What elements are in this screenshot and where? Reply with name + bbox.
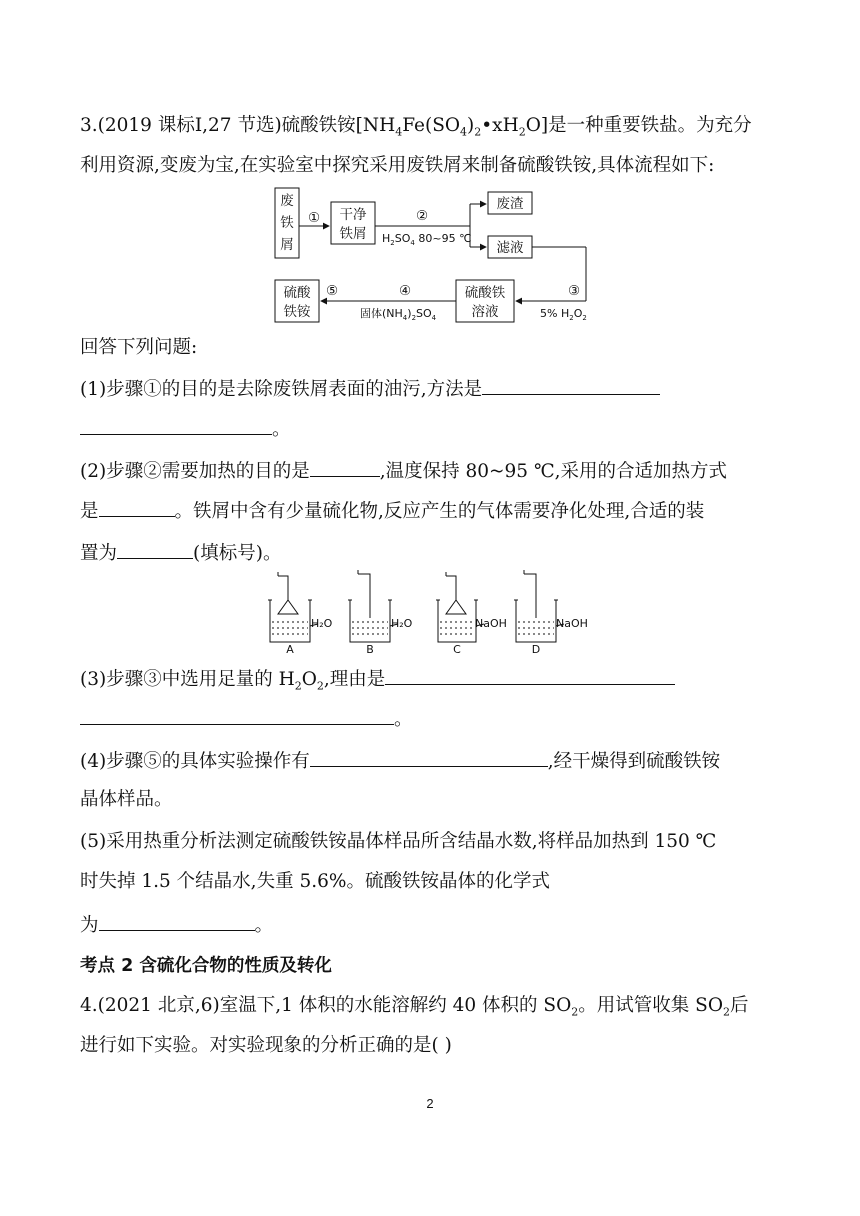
residue-label: 废渣 bbox=[496, 196, 524, 212]
answer-blank-3b[interactable] bbox=[80, 706, 394, 725]
q3-part1-line1: (1)步骤①的目的是去除废铁屑表面的油污,方法是 bbox=[80, 376, 660, 402]
step2-label: ② bbox=[415, 208, 429, 224]
scrap-char-3: 屑 bbox=[280, 237, 294, 253]
step4-condition: 固体$(NH_4)_2SO_4$ bbox=[360, 307, 437, 322]
q3-part4-line1: (4)步骤⑤的具体实验操作有 ,经干燥得到硫酸铁铵 bbox=[80, 748, 720, 774]
solution-line-1: 硫酸铁 bbox=[464, 285, 506, 301]
section-heading: 考点 2 含硫化合物的性质及转化 bbox=[80, 956, 332, 976]
step5-label: ⑤ bbox=[325, 283, 339, 299]
apparatus-figure bbox=[262, 570, 596, 654]
filtrate-label: 滤液 bbox=[496, 240, 524, 256]
answer-blank-5[interactable] bbox=[99, 912, 255, 931]
q3-part2-line3: 置为 (填标号)。 bbox=[80, 540, 281, 566]
option-label-d: D bbox=[531, 643, 541, 654]
product-line-2: 铁铵 bbox=[283, 304, 311, 320]
option-label-c: C bbox=[453, 643, 461, 654]
answer-blank-3a[interactable] bbox=[385, 666, 675, 685]
solution-line-2: 溶液 bbox=[471, 304, 499, 320]
flowchart bbox=[270, 184, 600, 330]
option-label-a: A bbox=[286, 643, 294, 654]
answer-blank-2b[interactable] bbox=[99, 498, 175, 517]
q3-intro-line1: 3.(2019 课标Ⅰ,27 节选)硫酸铁铵$[NH_4Fe(SO_4)_2•xH_2O]$是一种重要铁盐。为充分 bbox=[80, 115, 752, 139]
q3-part5-line2: 时失掉 1.5 个结晶水,失重 5.6%。硫酸铁铵晶体的化学式 bbox=[80, 871, 550, 892]
option-label-b: B bbox=[366, 643, 374, 654]
q3-intro-line2: 利用资源,变废为宝,在实验室中探究采用废铁屑来制备硫酸铁铵,具体流程如下: bbox=[80, 155, 715, 176]
answer-blank-2c[interactable] bbox=[117, 540, 193, 559]
page-number: 2 bbox=[426, 1096, 434, 1111]
clean-line-1: 干净 bbox=[339, 207, 367, 223]
step3-condition: 5% $H_2O_2$ bbox=[540, 307, 587, 322]
answer-blank-1b[interactable] bbox=[80, 416, 272, 435]
q4-line1: 4.(2021 北京,6)室温下,1 体积的水能溶解约 40 体积的 $SO_2$。用试管收集 $SO_2$后 bbox=[80, 995, 749, 1019]
apparatus-d bbox=[514, 570, 564, 642]
liquid-label-a: H₂O bbox=[311, 617, 333, 630]
apparatus-c bbox=[436, 572, 484, 642]
answer-blank-2a[interactable] bbox=[310, 458, 380, 477]
apparatus-a bbox=[268, 572, 318, 642]
product-line-1: 硫酸 bbox=[283, 285, 311, 301]
clean-line-2: 铁屑 bbox=[339, 226, 367, 242]
q3-part1-line2: 。 bbox=[80, 416, 291, 442]
q3-part5-line3: 为 。 bbox=[80, 912, 273, 938]
q3-part3-line1: (3)步骤③中选用足量的 $H_2O_2$,理由是 bbox=[80, 666, 675, 692]
step2-condition: $H_2SO_4$ 80~95 ℃ bbox=[382, 232, 472, 247]
q3-part4-line2: 晶体样品。 bbox=[80, 789, 173, 810]
q3-part5-line1: (5)采用热重分析法测定硫酸铁铵晶体样品所含结晶水数,将样品加热到 150 ℃ bbox=[80, 831, 717, 852]
q3-part3-line2: 。 bbox=[80, 706, 413, 732]
answer-blank-1a[interactable] bbox=[482, 376, 660, 395]
q3-prompt: 回答下列问题: bbox=[80, 337, 198, 358]
apparatus-b bbox=[348, 570, 398, 642]
liquid-label-b: H₂O bbox=[391, 617, 413, 630]
scrap-char-1: 废 bbox=[280, 193, 294, 209]
q4-line2: 进行如下实验。对实验现象的分析正确的是( ) bbox=[80, 1035, 452, 1056]
answer-blank-4[interactable] bbox=[310, 748, 548, 767]
step1-label: ① bbox=[307, 210, 321, 226]
step4-label: ④ bbox=[398, 283, 412, 299]
q3-part2-line2: 是 。铁屑中含有少量硫化物,反应产生的气体需要净化处理,合适的装 bbox=[80, 498, 704, 524]
liquid-label-d: NaOH bbox=[556, 617, 588, 630]
liquid-label-c: NaOH bbox=[475, 617, 507, 630]
step3-label: ③ bbox=[567, 283, 581, 299]
scrap-char-2: 铁 bbox=[280, 215, 294, 231]
q3-part2-line1: (2)步骤②需要加热的目的是 ,温度保持 80~95 ℃,采用的合适加热方式 bbox=[80, 458, 727, 484]
